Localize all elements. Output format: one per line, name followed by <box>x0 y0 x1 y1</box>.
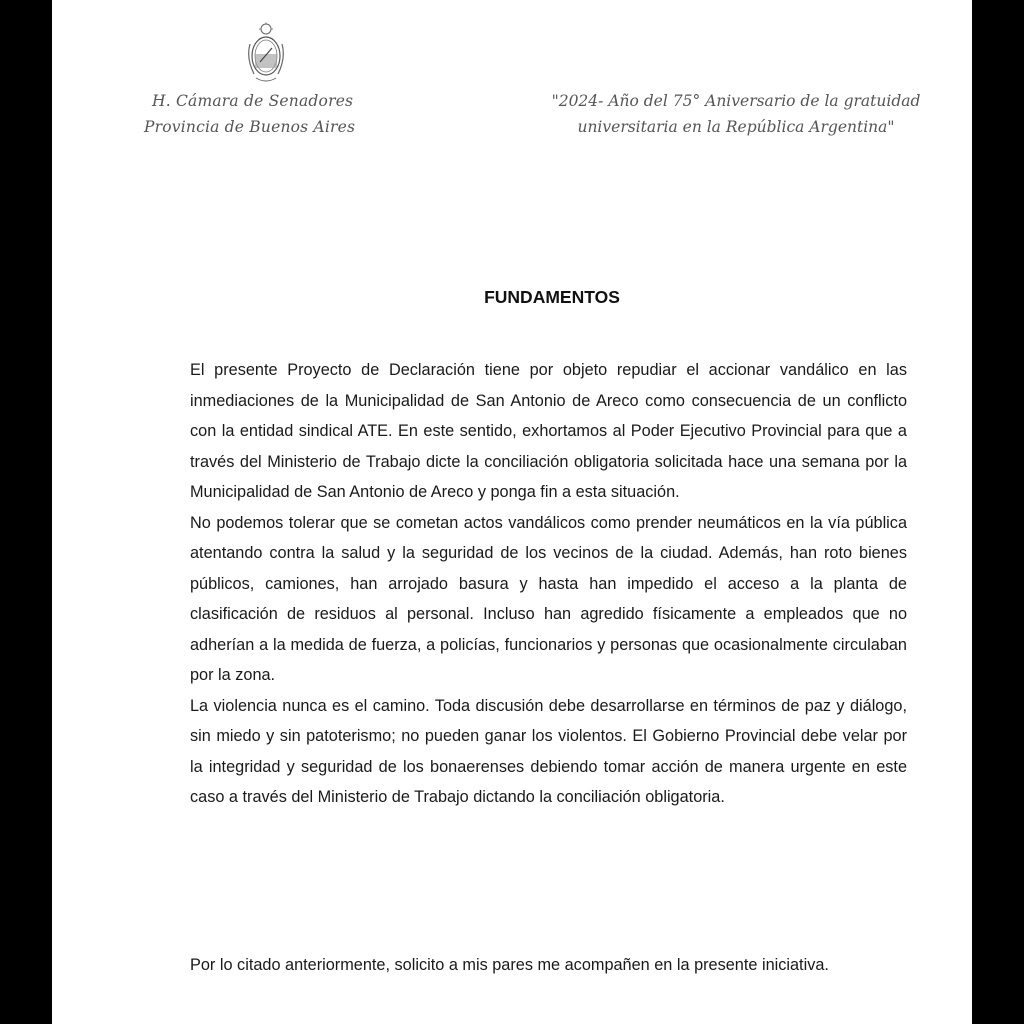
provincial-coat-of-arms-icon <box>246 22 286 84</box>
institution-line-1: H. Cámara de Senadores <box>152 92 354 110</box>
institution-line-2: Provincia de Buenos Aires <box>144 118 356 136</box>
motto-line-2: universitaria en la República Argentina" <box>577 118 895 136</box>
motto-line-1: "2024- Año del 75° Aniversario de la gratuidad <box>551 92 921 110</box>
document-body <box>190 355 907 813</box>
body-paragraph-3: La violencia nunca es el camino. Toda discusión debe desarrollarse en términos de paz y diálogo, sin miedo y sin patoterismo; no pueden ganar los violentos. El Gobierno Provincial debe velar por la integridad y seguridad de los bonaerenses debiendo tomar acción de manera urgente en este caso a través del Ministerio de Trabajo dictando la conciliación obligatoria. <box>190 696 907 806</box>
body-paragraph-2: No podemos tolerar que se cometan actos vandálicos como prender neumáticos en la vía pública atentando contra la salud y la seguridad de los vecinos de la ciudad. Además, han roto bienes públicos, camiones, han arrojado basura y hasta han impedido el acceso a la planta de clasificación de residuos al personal. Incluso han agredido físicamente a empleados que no adherían a la medida de fuerza, a policías, funcionarios y personas que ocasionalmente circulaban por la zona. <box>190 513 907 684</box>
year-motto-header <box>526 88 946 140</box>
document-title: FUNDAMENTOS <box>484 287 620 307</box>
institution-header <box>144 88 394 140</box>
closing-statement: Por lo citado anteriormente, solicito a mis pares me acompañen en la presente iniciativa. <box>190 956 829 974</box>
document-page <box>52 0 972 1024</box>
body-paragraph-1: El presente Proyecto de Declaración tiene por objeto repudiar el accionar vandálico en las inmediaciones de la Municipalidad de San Antonio de Areco como consecuencia de un conflicto con la entidad sindical ATE. En este sentido, exhortamos al Poder Ejecutivo Provincial para que a través del Ministerio de Trabajo dicte la conciliación obligatoria solicitada hace una semana por la Municipalidad de San Antonio de Areco y ponga fin a esta situación. <box>190 361 907 501</box>
